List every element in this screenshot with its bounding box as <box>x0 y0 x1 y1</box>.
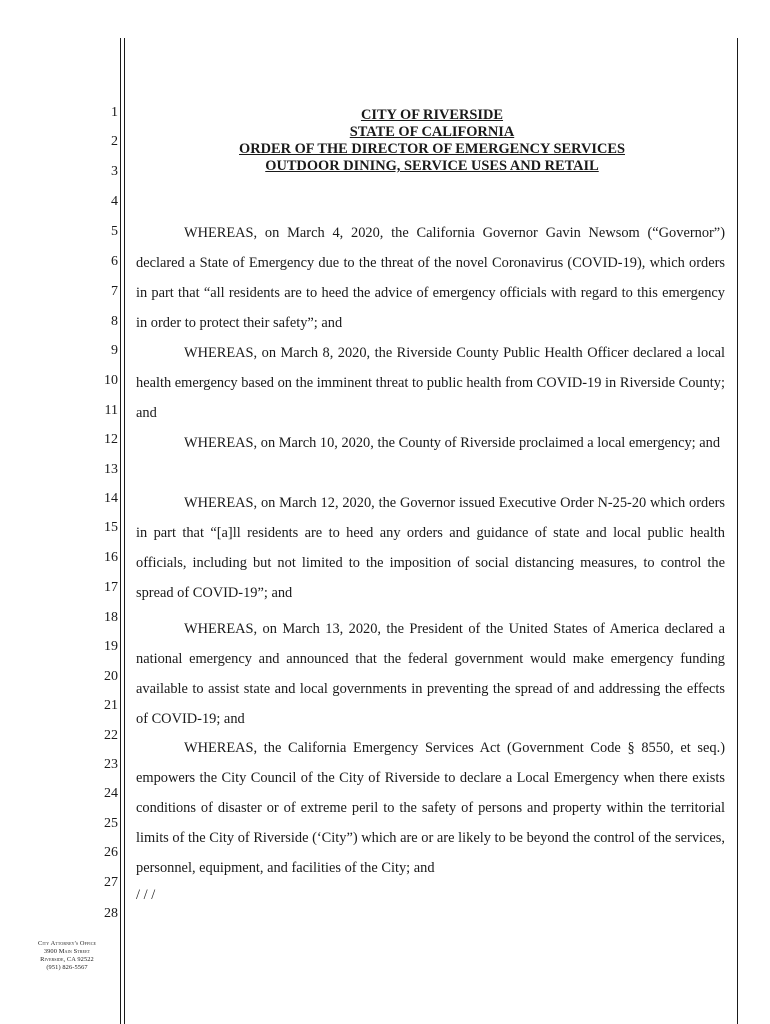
line-number: 16 <box>104 550 118 565</box>
recital-paragraph: WHEREAS, on March 4, 2020, the California Governor Gavin Newsom (“Governor”) declared a State of Emergency due to the threat of the novel Coronavirus (COVID-19), which orders in part that “all residents are to heed the advice of emergency officials with regard to this emergency in order to protect their safety”; and <box>136 225 725 331</box>
line-number: 25 <box>104 816 118 831</box>
left-margin-rule-outer <box>120 38 121 1024</box>
line-number: 26 <box>104 845 118 860</box>
line-number: 22 <box>104 728 118 743</box>
recital-paragraph: WHEREAS, on March 10, 2020, the County of Riverside proclaimed a local emergency; and <box>184 435 721 451</box>
line-number: 14 <box>104 491 118 506</box>
footer-office: City Attorney's Office <box>37 940 97 947</box>
line-number: 8 <box>111 314 118 329</box>
right-margin-rule <box>737 38 738 1024</box>
line-number: 12 <box>104 432 118 447</box>
line-number: 27 <box>104 875 118 890</box>
footer-city: Riverside, CA 92522 <box>40 956 94 963</box>
heading-order-title: ORDER OF THE DIRECTOR OF EMERGENCY SERVICES <box>239 141 625 157</box>
line-number: 3 <box>111 164 118 179</box>
recital-paragraph: WHEREAS, on March 12, 2020, the Governor issued Executive Order N-25-20 which orders in part that “[a]ll residents are to heed any orders and guidance of state and local public health officials, including but not limited to the imposition of social distancing measures, to control the spread of COVID-19”; and <box>136 495 725 601</box>
line-number: 15 <box>104 520 118 535</box>
footer-phone: (951) 826-5567 <box>46 964 88 971</box>
recital-paragraph: WHEREAS, on March 8, 2020, the Riverside County Public Health Officer declared a local health emergency based on the imminent threat to public health from COVID-19 in Riverside County; and <box>136 345 725 421</box>
line-number: 19 <box>104 639 118 654</box>
line-number: 13 <box>104 462 118 477</box>
line-number: 21 <box>104 698 118 713</box>
line-number: 24 <box>104 786 118 801</box>
line-number: 11 <box>104 403 118 418</box>
left-margin-rule-inner <box>124 38 125 1024</box>
heading-city: CITY OF RIVERSIDE <box>360 107 504 123</box>
document-heading <box>133 107 731 175</box>
line-number: 17 <box>104 580 118 595</box>
line-number: 18 <box>104 610 118 625</box>
heading-subject: OUTDOOR DINING, SERVICE USES AND RETAIL <box>265 158 599 174</box>
line-number: 6 <box>111 254 118 269</box>
line-number: 20 <box>104 669 118 684</box>
line-number: 28 <box>104 906 118 921</box>
attorney-office-footer <box>20 940 114 972</box>
line-number: 9 <box>111 343 118 358</box>
continuation-marker: / / / <box>136 887 156 903</box>
recital-paragraph: WHEREAS, the California Emergency Services Act (Government Code § 8550, et seq.) empowers the City Council of the City of Riverside to declare a Local Emergency when there exists conditions of disaster or of extreme peril to the safety of persons and property within the territorial limits of the City of Riverside (‘City”) which are or are likely to be beyond the control of the services, personnel, equipment, and facilities of the City; and <box>136 740 725 876</box>
line-number: 7 <box>111 284 118 299</box>
footer-street: 3900 Main Street <box>43 948 91 955</box>
heading-state: STATE OF CALIFORNIA <box>349 124 515 140</box>
recital-paragraph: WHEREAS, on March 13, 2020, the President of the United States of America declared a national emergency and announced that the federal government would make emergency funding available to assist state and local governments in preventing the spread of and addressing the effects of COVID-19; and <box>136 621 725 727</box>
line-number: 5 <box>111 224 118 239</box>
line-number: 2 <box>111 134 118 149</box>
line-number: 23 <box>104 757 118 772</box>
line-number: 1 <box>111 105 118 120</box>
line-number: 4 <box>111 194 118 209</box>
line-number: 10 <box>104 373 118 388</box>
